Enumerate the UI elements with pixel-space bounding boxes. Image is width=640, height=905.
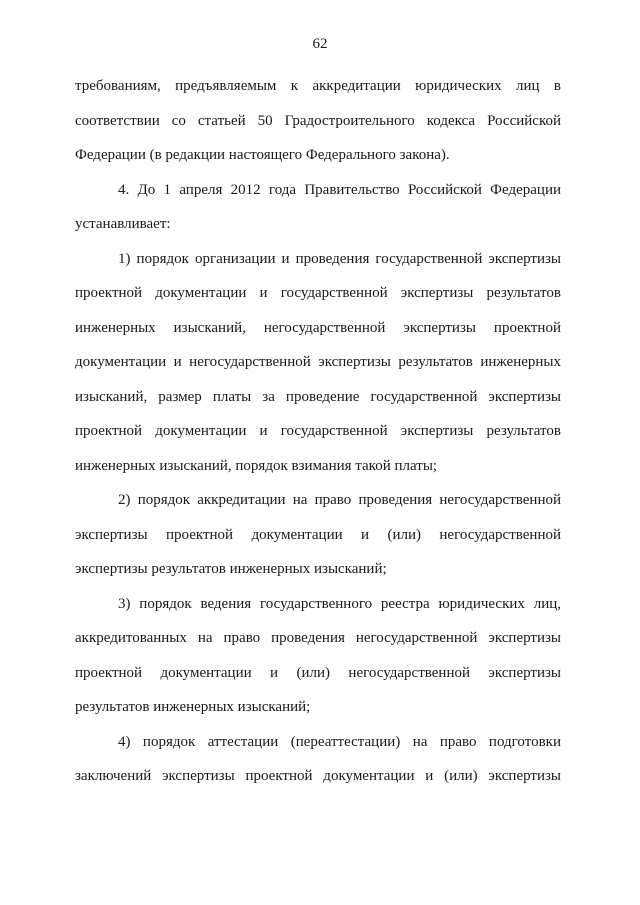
document-body: [75, 69, 561, 794]
paragraph-continuation: требованиям, предъявляемым к аккредитации юридических лиц в соответствии со статьей 50 Градостроительного кодекса Российской Федерации (в редакции настоящего Федерального закона).: [75, 78, 561, 163]
paragraph-subitem-3: 3) порядок ведения государственного реестра юридических лиц, аккредитованных на право проведения негосударственной экспертизы проектной документации и (или) негосударственной экспертизы результатов инженерных изысканий;: [75, 595, 561, 715]
paragraph-subitem-1: 1) порядок организации и проведения государственной экспертизы проектной документации и государственной экспертизы результатов инженерных изысканий, негосударственной экспертизы проектной документации и негосударственной экспертизы результатов инженерных изысканий, размер платы за проведение государственной экспертизы проектной документации и государственной экспертизы результатов инженерных изысканий, порядок взимания такой платы;: [75, 250, 561, 474]
page-number: 62: [312, 36, 328, 52]
paragraph-item-4: 4. До 1 апреля 2012 года Правительство Российской Федерации устанавливает:: [75, 181, 561, 232]
paragraph-subitem-2: 2) порядок аккредитации на право проведения негосударственной экспертизы проектной документации и (или) негосударственной экспертизы результатов инженерных изысканий;: [75, 492, 561, 577]
paragraph-subitem-4: 4) порядок аттестации (переаттестации) на право подготовки заключений экспертизы проектной документации и (или) экспертизы: [75, 733, 561, 784]
